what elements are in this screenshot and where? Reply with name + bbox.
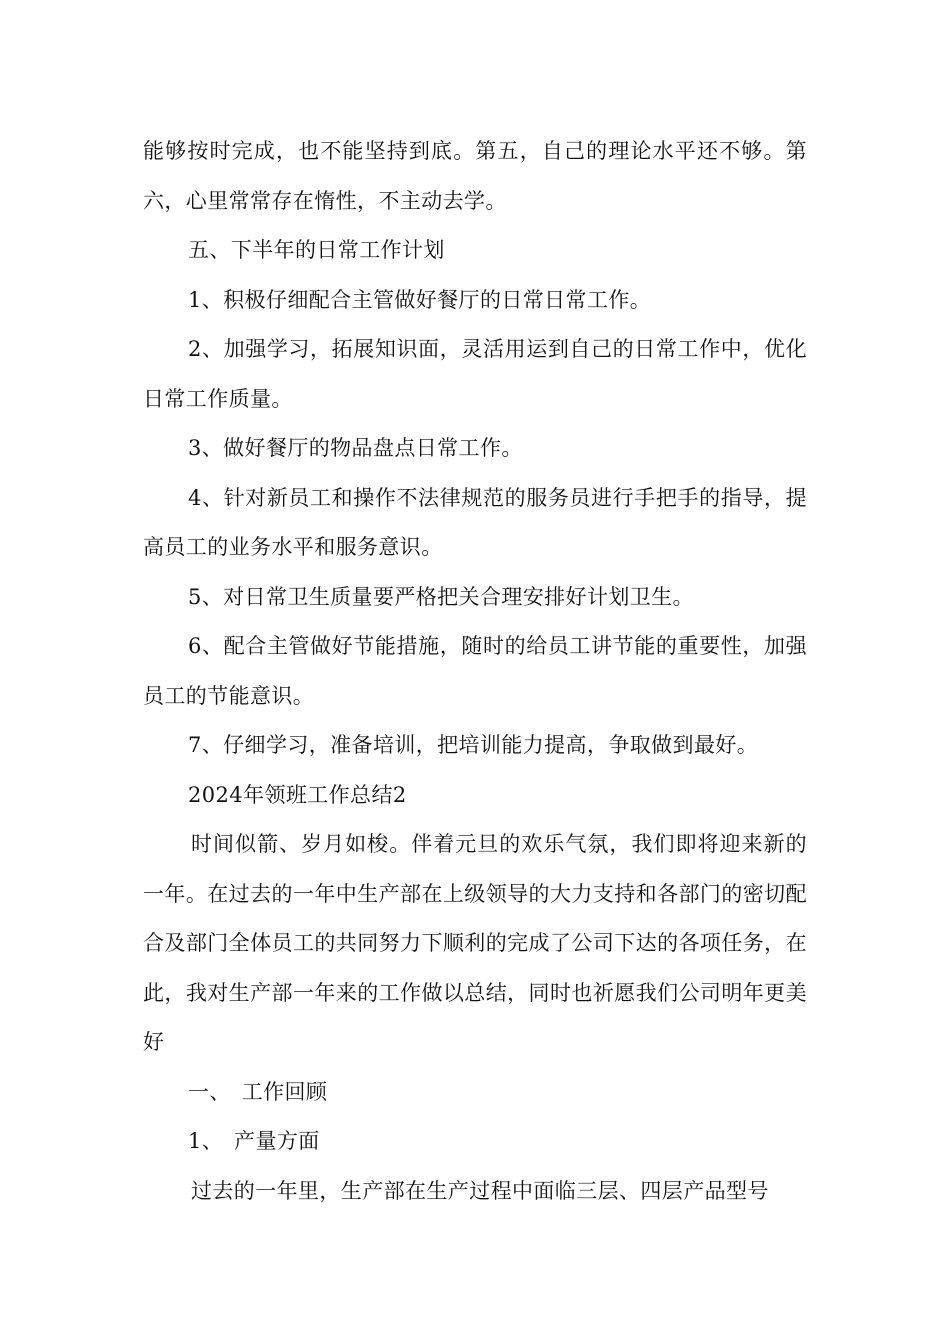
plan-item-7: 7、仔细学习，准备培训，把培训能力提高，争取做到最好。 bbox=[188, 733, 759, 757]
document-body bbox=[143, 127, 807, 1216]
plan-item-5: 5、对日常卫生质量要严格把关合理安排好计划卫生。 bbox=[188, 584, 694, 609]
article-title: 2024年领班工作总结2 bbox=[188, 782, 407, 807]
plan-item-3: 3、做好餐厅的物品盘点日常工作。 bbox=[188, 436, 523, 460]
intro-paragraph: 时间似箭、岁月如梭。伴着元旦的欢乐气氛，我们即将迎来新的一年。在过去的一年中生产部在上级领导的大力支持和各部门的密切配合及部门全体员工的共同努力下顺利的完成了公司下达的各项任务，在此，我对生产部一年来的工作做以总结，同时也祈愿我们公司明年更美好 bbox=[143, 832, 807, 1054]
plan-item-2: 2、加强学习，拓展知识面，灵活用运到自己的日常工作中，优化日常工作质量。 bbox=[143, 337, 807, 411]
output-paragraph: 过去的一年里，生产部在生产过程中面临三层、四层产品型号 bbox=[191, 1178, 769, 1203]
plan-item-6: 6、配合主管做好节能措施，随时的给员工讲节能的重要性，加强员工的节能意识。 bbox=[143, 634, 807, 708]
plan-item-1: 1、积极仔细配合主管做好餐厅的日常日常工作。 bbox=[188, 287, 652, 312]
section-heading-plan: 五、下半年的日常工作计划 bbox=[188, 238, 445, 262]
paragraph-continuation: 能够按时完成，也不能坚持到底。第五，自己的理论水平还不够。第六，心里常常存在惰性，不主动去学。 bbox=[143, 139, 807, 213]
subsection-heading-output: 1、 产量方面 bbox=[188, 1129, 320, 1153]
plan-item-4: 4、针对新员工和操作不法律规范的服务员进行手把手的指导，提高员工的业务水平和服务意识。 bbox=[143, 485, 807, 559]
section-heading-review: 一、 工作回顾 bbox=[188, 1079, 328, 1104]
